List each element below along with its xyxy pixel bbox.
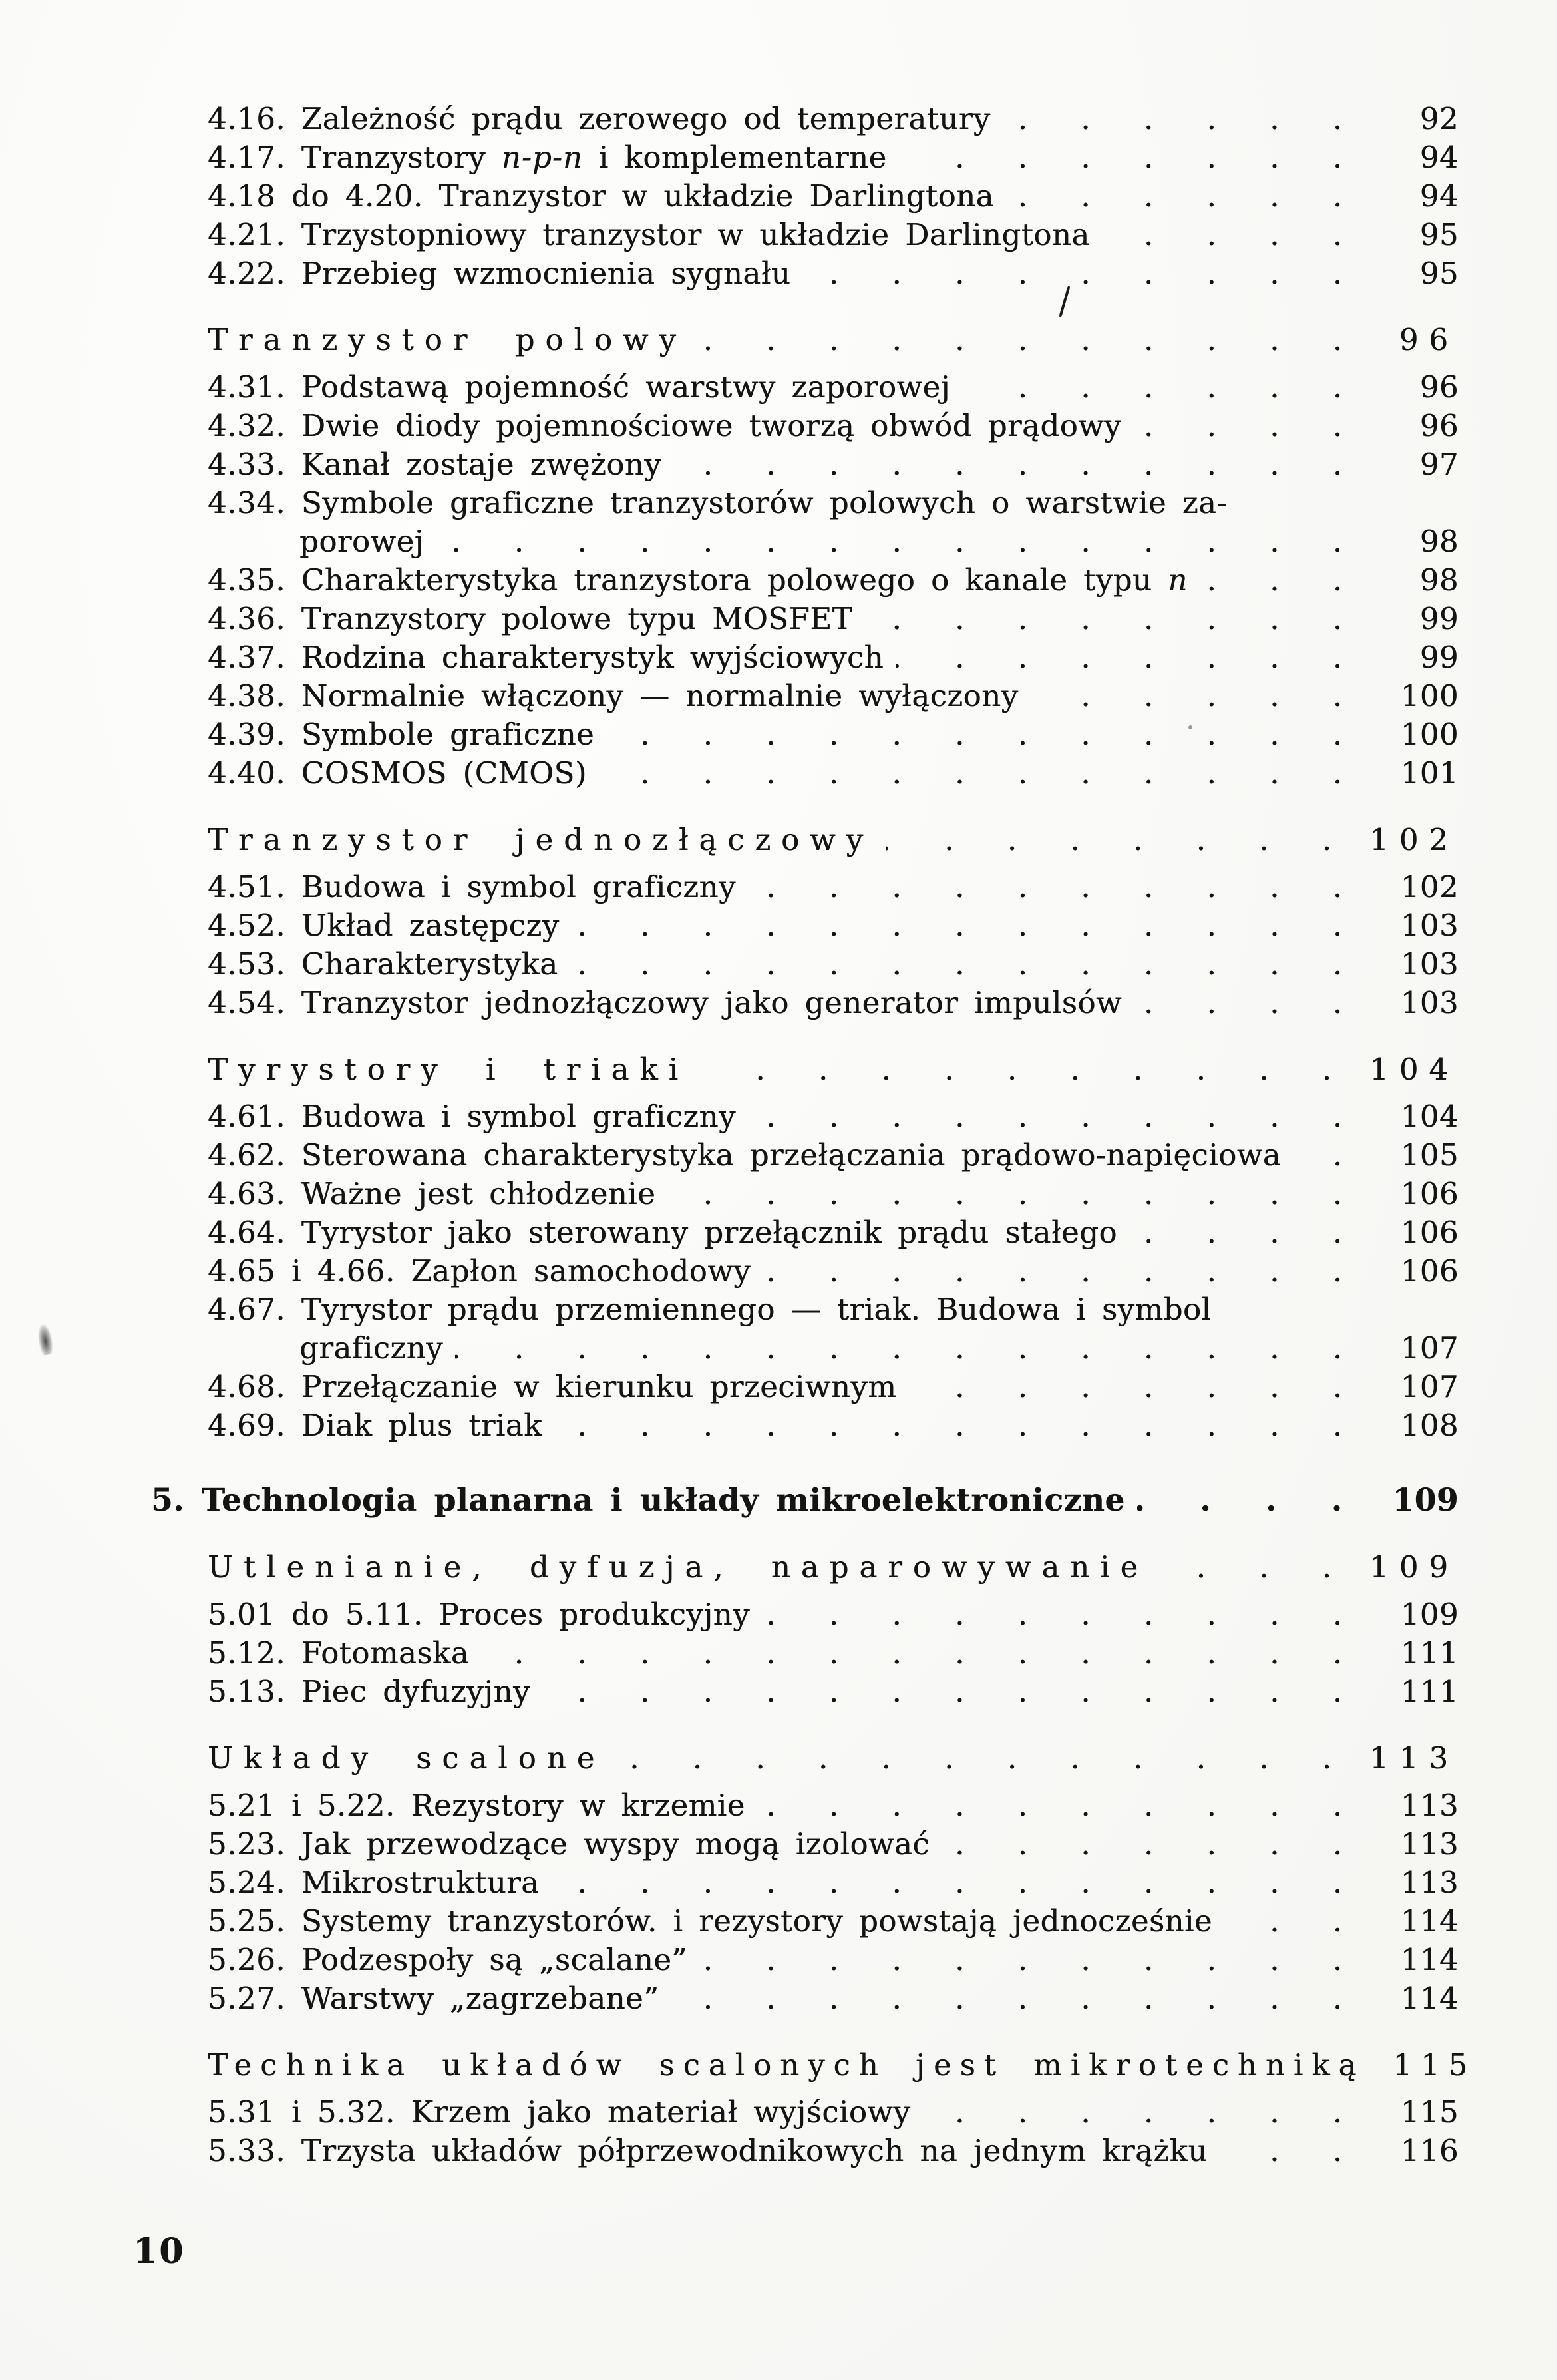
page-number: 100 [1400, 678, 1459, 713]
page-number: 107 [1400, 1330, 1459, 1366]
toc-row-text: 4.69. Diak plus triak [208, 1408, 542, 1443]
page-number: 114 [1400, 1903, 1459, 1939]
dot-leader [667, 1175, 1364, 1213]
page-number: 105 [1400, 1137, 1459, 1173]
dot-leader [699, 321, 1364, 359]
toc-row [208, 1213, 1459, 1252]
dot-leader [542, 1673, 1364, 1711]
dot-leader [554, 1406, 1364, 1445]
toc-row [208, 1739, 1459, 1778]
toc-row-text: 4.39. Symbole graficzne [208, 717, 595, 752]
toc-row-text: Tranzystor polowy [208, 322, 687, 357]
page-number: 113 [1400, 1788, 1459, 1823]
toc-row-text: 4.32. Dwie diody pojemnościowe tworzą obwód prądowy [208, 408, 1122, 443]
page-number: 102 [1400, 869, 1459, 904]
page-number: 115 [1400, 2094, 1459, 2130]
dot-leader [864, 600, 1364, 638]
toc-row [208, 1979, 1459, 2018]
toc-row [208, 600, 1459, 638]
dot-leader [701, 1050, 1353, 1089]
dot-leader [1102, 216, 1364, 254]
dot-leader [481, 1634, 1364, 1673]
toc-row-text: 4.17. Tranzystory n-p-n i komplementarne [208, 140, 887, 175]
dot-leader [962, 368, 1364, 407]
toc-row-text: 4.64. Tyrystor jako sterowany przełącznik prądu stałego [208, 1215, 1117, 1250]
dot-leader [436, 522, 1364, 561]
dot-leader [570, 945, 1365, 984]
page-number: 94 [1419, 178, 1459, 214]
page-number: 103 [1400, 908, 1459, 943]
toc-row [208, 407, 1459, 445]
toc-row-text: 4.67. Tyrystor prądu przemiennego — triak. Budowa i symbol [208, 1292, 1212, 1327]
toc-row [208, 1290, 1459, 1329]
dot-leader [599, 754, 1364, 793]
toc-row [208, 321, 1459, 359]
toc-row [208, 1050, 1459, 1089]
toc-row-text: 5.13. Piec dyfuzyjny [208, 1674, 530, 1709]
ink-smudge-artifact [37, 1324, 55, 1356]
page-number: 113 [1369, 1740, 1459, 1776]
toc-row-text: 4.37. Rodzina charakterystyk wyjściowych [208, 640, 884, 675]
toc-row [208, 638, 1459, 677]
toc-row-text: 5.31 i 5.32. Krzem jako materiał wyjściowy [208, 2094, 911, 2130]
page-number: 104 [1400, 1099, 1459, 1134]
page-number: 96 [1419, 408, 1459, 443]
page-number: 98 [1419, 524, 1459, 559]
page-number: 94 [1419, 140, 1459, 175]
toc-row-text: 4.22. Przebieg wzmocnienia sygnału [208, 256, 791, 291]
toc-row [208, 254, 1459, 293]
toc-row [208, 1136, 1459, 1175]
dot-leader [802, 254, 1364, 293]
toc-row [208, 1902, 1459, 1941]
page-number: 95 [1419, 217, 1459, 252]
dot-leader [908, 1368, 1364, 1406]
toc-row [208, 821, 1459, 859]
toc-row [208, 2093, 1459, 2132]
toc-row [208, 868, 1459, 906]
page-number: 114 [1400, 1942, 1459, 1977]
toc-row [208, 1673, 1459, 1711]
toc-row [208, 1595, 1459, 1634]
toc-row-text: 5.21 i 5.22. Rezystory w krzemie [208, 1788, 745, 1823]
page-number: 106 [1400, 1253, 1459, 1289]
toc-row-text: 5.24. Mikrostruktura [208, 1865, 540, 1900]
toc-row-text: 4.21. Trzystopniowy tranzystor w układzie Darlingtona [208, 217, 1090, 252]
dot-leader [942, 1825, 1364, 1864]
dot-leader [606, 715, 1364, 754]
toc-row [208, 677, 1459, 715]
toc-row [208, 1252, 1459, 1290]
toc-row-text: 4.53. Charakterystyka [208, 946, 558, 982]
toc-row [208, 1548, 1459, 1587]
toc-row [208, 1634, 1459, 1673]
toc-row-text: Układy scalone [208, 1740, 606, 1776]
toc-row-text: 5.12. Fotomaska [208, 1635, 470, 1671]
toc-row-text: 4.54. Tranzystor jednozłączowy jako generator impulsów [208, 985, 1122, 1020]
page-number: 101 [1400, 755, 1459, 791]
toc-row-text: 4.62. Sterowana charakterystyka przełączania prądowo-napięciowa [208, 1137, 1282, 1173]
toc-row [208, 100, 1459, 138]
toc-row-text: graficzny [299, 1330, 444, 1366]
page-number: 95 [1419, 256, 1459, 291]
toc-row [208, 1097, 1459, 1136]
dot-leader [1129, 1213, 1364, 1252]
page-number: 99 [1419, 640, 1459, 675]
dot-leader [455, 1329, 1364, 1368]
toc-row [208, 1368, 1459, 1406]
page-number: 106 [1400, 1176, 1459, 1211]
toc-row [208, 484, 1459, 522]
page-number: 113 [1400, 1865, 1459, 1900]
toc-row-text: Utlenianie, dyfuzja, naparowywanie [208, 1549, 1149, 1585]
page-number: 103 [1400, 946, 1459, 982]
page-number: 99 [1419, 601, 1459, 636]
dot-leader [1133, 407, 1364, 445]
page-number: 114 [1400, 1981, 1459, 2016]
toc-row [208, 1175, 1459, 1213]
page-number: 102 [1369, 822, 1459, 857]
dot-leader [673, 445, 1364, 484]
page-number: 116 [1400, 2133, 1459, 2168]
dust-speck [1188, 725, 1192, 729]
toc-row [208, 445, 1459, 484]
toc-row [208, 2046, 1476, 2084]
dot-leader [748, 1097, 1364, 1136]
toc-row [208, 1941, 1459, 1979]
dot-leader [1031, 677, 1365, 715]
dot-leader [1220, 2132, 1364, 2170]
dot-leader [572, 906, 1364, 945]
folio-page-number: 10 [133, 2231, 186, 2272]
page-number: 96 [1399, 322, 1459, 357]
toc-row [208, 1825, 1459, 1864]
page-number: 108 [1400, 1408, 1459, 1443]
dot-leader [762, 1595, 1364, 1634]
toc-row-text: porowej [299, 524, 425, 559]
page-number: 92 [1419, 101, 1459, 136]
dot-leader [1293, 1136, 1364, 1175]
page-number: 106 [1400, 1215, 1459, 1250]
dot-leader [1160, 1548, 1353, 1587]
page-number: 111 [1400, 1635, 1459, 1671]
toc-row-text: Tyrystory i triaki [208, 1052, 689, 1087]
toc-row-text: 5. Technologia planarna i układy mikroelektroniczne [151, 1482, 1125, 1519]
toc-row-text: 4.40. COSMOS (CMOS) [208, 755, 587, 791]
toc-row-text: 4.65 i 4.66. Zapłon samochodowy [208, 1253, 751, 1289]
toc-row-text: Technika układów scalonych jest mikrotechniką [208, 2047, 1365, 2082]
toc-row [208, 945, 1459, 984]
dot-leader [922, 2093, 1364, 2132]
page-number: 111 [1400, 1674, 1459, 1709]
toc-row [208, 754, 1459, 793]
page-number: 109 [1400, 1597, 1459, 1632]
dot-leader [1137, 1482, 1364, 1520]
toc-row-text: 5.01 do 5.11. Proces produkcyjny [208, 1597, 751, 1632]
dot-leader [1200, 561, 1364, 600]
toc-row [208, 368, 1459, 407]
toc-row [208, 522, 1459, 561]
toc-row [208, 1329, 1459, 1368]
toc-row-text: 5.33. Trzysta układów półprzewodnikowych na jednym krążku [208, 2133, 1208, 2168]
dot-leader [552, 1864, 1365, 1902]
page-number: 98 [1419, 562, 1459, 598]
toc-row-text: 4.63. Ważne jest chłodzenie [208, 1176, 656, 1211]
toc-row-text: 4.68. Przełączanie w kierunku przeciwnym [208, 1369, 897, 1404]
dot-leader [896, 638, 1364, 677]
page-number: 103 [1400, 985, 1459, 1020]
dot-leader [671, 1979, 1364, 2018]
toc-row-text: 4.35. Charakterystyka tranzystora polowego o kanale typu n [208, 562, 1188, 598]
dot-leader [757, 1786, 1364, 1825]
toc-row [208, 906, 1459, 945]
toc-row-text: 4.31. Podstawą pojemność warstwy zaporowej [208, 369, 951, 405]
page-number: 104 [1369, 1052, 1459, 1087]
page-number: 97 [1419, 447, 1459, 482]
toc-row-text: 4.16. Zależność prądu zerowego od temperatury [208, 101, 991, 136]
toc-row-text: 4.52. Układ zastępczy [208, 908, 560, 943]
dot-leader [1224, 1902, 1364, 1941]
toc-row-text: 4.34. Symbole graficzne tranzystorów polowych o warstwie za- [208, 485, 1228, 520]
toc-row-text: 4.38. Normalnie włączony — normalnie wyłączony [208, 678, 1019, 713]
page-number: 96 [1419, 369, 1459, 405]
page-number: 113 [1400, 1826, 1459, 1862]
toc-row-text: 5.23. Jak przewodzące wyspy mogą izolować [208, 1826, 930, 1862]
toc-row-text: 4.61. Budowa i symbol graficzny [208, 1099, 736, 1134]
toc-row [208, 1864, 1459, 1902]
toc-row-text: 4.33. Kanał zostaje zwężony [208, 447, 662, 482]
toc-row [208, 2132, 1459, 2170]
toc-row [208, 138, 1459, 177]
toc-row-text: 4.18 do 4.20. Tranzystor w układzie Darlingtona [208, 178, 994, 214]
dot-leader [748, 868, 1364, 906]
toc-row-text: 5.25. Systemy tranzystorów. i rezystory powstają jednocześnie [208, 1903, 1213, 1939]
toc-row [208, 1406, 1459, 1445]
toc-row-text: 5.26. Podzespoły są „scalane” [208, 1942, 687, 1977]
toc-row [151, 1482, 1459, 1520]
dot-leader [617, 1739, 1353, 1778]
toc-row [208, 984, 1459, 1022]
dot-leader [886, 821, 1353, 859]
toc-row [208, 715, 1459, 754]
dot-leader [899, 138, 1364, 177]
dot-leader [699, 1941, 1364, 1979]
toc-row [208, 177, 1459, 216]
table-of-contents [151, 100, 1476, 2170]
toc-row [208, 1786, 1459, 1825]
dot-leader [1006, 177, 1364, 216]
page-number: 109 [1392, 1482, 1459, 1519]
toc-row-text: Tranzystor jednozłączowy [208, 822, 874, 857]
page-number: 109 [1369, 1549, 1459, 1585]
page-number: 115 [1393, 2047, 1476, 2082]
toc-row-text: 4.51. Budowa i symbol graficzny [208, 869, 736, 904]
dot-leader [763, 1252, 1364, 1290]
dot-leader [1003, 100, 1364, 138]
page-number: 100 [1400, 717, 1459, 752]
toc-row-text: 4.36. Tranzystory polowe typu MOSFET [208, 601, 853, 636]
toc-row [208, 561, 1459, 600]
toc-row-text: 5.27. Warstwy „zagrzebane” [208, 1981, 659, 2016]
dot-leader [1134, 984, 1364, 1022]
toc-row [208, 216, 1459, 254]
page-number: 107 [1400, 1369, 1459, 1404]
